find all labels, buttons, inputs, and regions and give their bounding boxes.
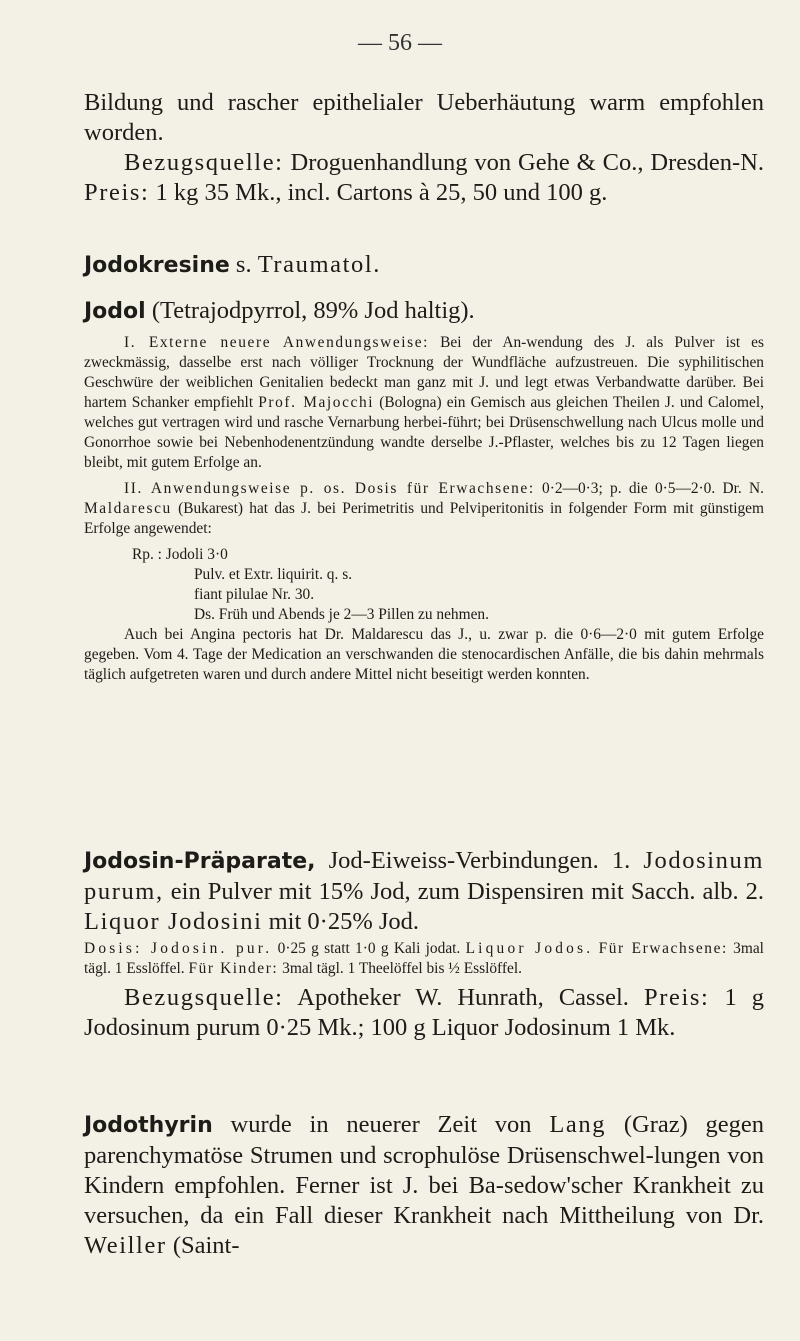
entry-heading: Jodothyrin bbox=[84, 1113, 213, 1138]
prescription: Rp. : Jodoli 3·0 Pulv. et Extr. liquirit. q. s. fiant pilulae Nr. 30. Ds. Früh und Abends je 2—3 Pillen zu nehmen. bbox=[132, 546, 489, 623]
entry-heading: Jodokresine bbox=[84, 253, 230, 278]
jodol-paragraph-1: I. Externe neuere Anwendungsweise: Bei der An-wendung des J. als Pulver ist es zweckmässig, dasselbe erst nach völliger Trocknung der Wundfläche aufzustreuen. Die syphilitischen Geschwüre der weiblichen Genitalien bedeckt man ganz mit J. und legt etwas Verbandwatte darüber. Bei hartem Schanker empfiehlt Prof. Majocchi (Bologna) ein Gemisch aus gleichen Theilen J. und Calomel, welches gut vertragen wird und rasche Vernarbung herbei-führt; bei Drüsenschwellung nach Ulcus molle und Gonorrhoe sowie bei Nebenhodenentzündung wandte derselbe J.-Pflaster, welches bis zu 12 Tagen liegen bleibt, mit gutem Erfolge an. bbox=[84, 334, 764, 471]
jodokresine-entry: Jodokresine s. Traumatol. bbox=[84, 251, 382, 278]
intro-line: Bildung und rascher epithelialer Ueberhäutung warm empfohlen worden. bbox=[84, 89, 764, 146]
jodol-paragraph-3: Auch bei Angina pectoris hat Dr. Maldarescu das J., u. zwar p. die 0·6—2·0 mit gutem Erfolge gegeben. Vom 4. Tage der Medication an verschwanden die stenocardischen Anfälle, die bis dahin mehrmals täglich aufgetreten waren und durch andere Mittel nicht beseitigt werden konnten. bbox=[84, 626, 764, 683]
jodosin-source: Bezugsquelle: Apotheker W. Hunrath, Cassel. Preis: 1 g Jodosinum purum 0·25 Mk.; 100 g Liquor Jodosinum 1 Mk. bbox=[84, 984, 765, 1041]
entry-heading: Jodol bbox=[84, 299, 146, 324]
intro-source: Bezugsquelle: Droguenhandlung von Gehe & Co., Dresden-N. Preis: 1 kg 35 Mk., incl. Cartons à 25, 50 und 100 g. bbox=[84, 149, 765, 206]
jodol-entry: Jodol (Tetrajodpyrrol, 89% Jod haltig). I. Externe neuere Anwendungsweise: Bei der An-wendung des J. als Pulver ist es zweckmässig, dasselbe erst nach völliger Trocknung der Wundfläche aufzustreuen. Die syphilitischen Geschwüre der weiblichen Genitalien bedeckt man ganz mit J. und legt etwas Verbandwatte darüber. Bei hartem Schanker empfiehlt Prof. Majocchi (Bologna) ein Gemisch aus gleichen Theilen J. und Calomel, welches gut vertragen wird und rasche Vernarbung herbei-führt; bei Drüsenschwellung nach Ulcus molle und Gonorrhoe sowie bei Nebenhodenentzündung wandte derselbe J.-Pflaster, welches bis zu 12 Tagen liegen bleibt, mit gutem Erfolge an. II. Anwendungsweise p. os. Dosis für Erwachsene: 0·2—0·3; p. die 0·5—2·0. Dr. N. Maldarescu (Bukarest) hat das J. bei Perimetritis und Pelviperitonitis in folgender Form mit günstigem Erfolge angewendet: Rp. : Jodoli 3·0 Pulv. et Extr. liquirit. q. s. fiant pilulae Nr. 30. Ds. Früh und Abends je 2—3 Pillen zu nehmen. Auch bei Angina pectoris hat Dr. Maldarescu das J., u. zwar p. die 0·6—2·0 mit gutem Erfolge gegeben. Vom 4. Tage der Medication an verschwanden die stenocardischen Anfälle, die bis dahin mehrmals täglich aufgetreten waren und durch andere Mittel nicht beseitigt werden konnten. bbox=[84, 297, 764, 683]
jodol-paragraph-2: II. Anwendungsweise p. os. Dosis für Erwachsene: 0·2—0·3; p. die 0·5—2·0. Dr. N. Maldarescu (Bukarest) hat das J. bei Perimetritis und Pelviperitonitis in folgender Form mit günstigem Erfolge angewendet: bbox=[84, 480, 764, 537]
page-number: — 56 — bbox=[358, 30, 442, 56]
intro-section bbox=[84, 88, 764, 208]
cross-reference: Traumatol. bbox=[257, 251, 382, 278]
jodothyrin-entry: Jodothyrin wurde in neuerer Zeit von Lang (Graz) gegen parenchymatöse Strumen und scrophulöse Drüsenschwel-lungen von Kindern empfohlen. Ferner ist J. bei Ba-sedow'scher Krankheit zu versuchen, da ein Fall dieser Krankheit nach Mittheilung von Dr. Weiller (Saint- bbox=[84, 1111, 765, 1259]
jodosin-dosage: Dosis: Jodosin. pur. 0·25 g statt 1·0 g Kali jodat. Liquor Jodos. Für Erwachsene: 3mal tägl. 1 Esslöffel. Für Kinder: 3mal tägl. 1 Theelöffel bis ½ Esslöffel. bbox=[84, 940, 764, 977]
jodosin-entry: Jodosin-Präparate, Jod-Eiweiss-Verbindungen. 1. Jodosinum purum, ein Pulver mit 15% Jod, zum Dispensiren mit Sacch. alb. 2. Liquor Jodosini mit 0·25% Jod. Dosis: Jodosin. pur. 0·25 g statt 1·0 g Kali jodat. Liquor Jodos. Für Erwachsene: 3mal tägl. 1 Esslöffel. Für Kinder: 3mal tägl. 1 Theelöffel bis ½ Esslöffel. Bezugsquelle: Apotheker W. Hunrath, Cassel. Preis: 1 g Jodosinum purum 0·25 Mk.; 100 g Liquor Jodosinum 1 Mk. bbox=[84, 847, 765, 1041]
entry-heading: Jodosin-Präparate, bbox=[84, 849, 316, 874]
